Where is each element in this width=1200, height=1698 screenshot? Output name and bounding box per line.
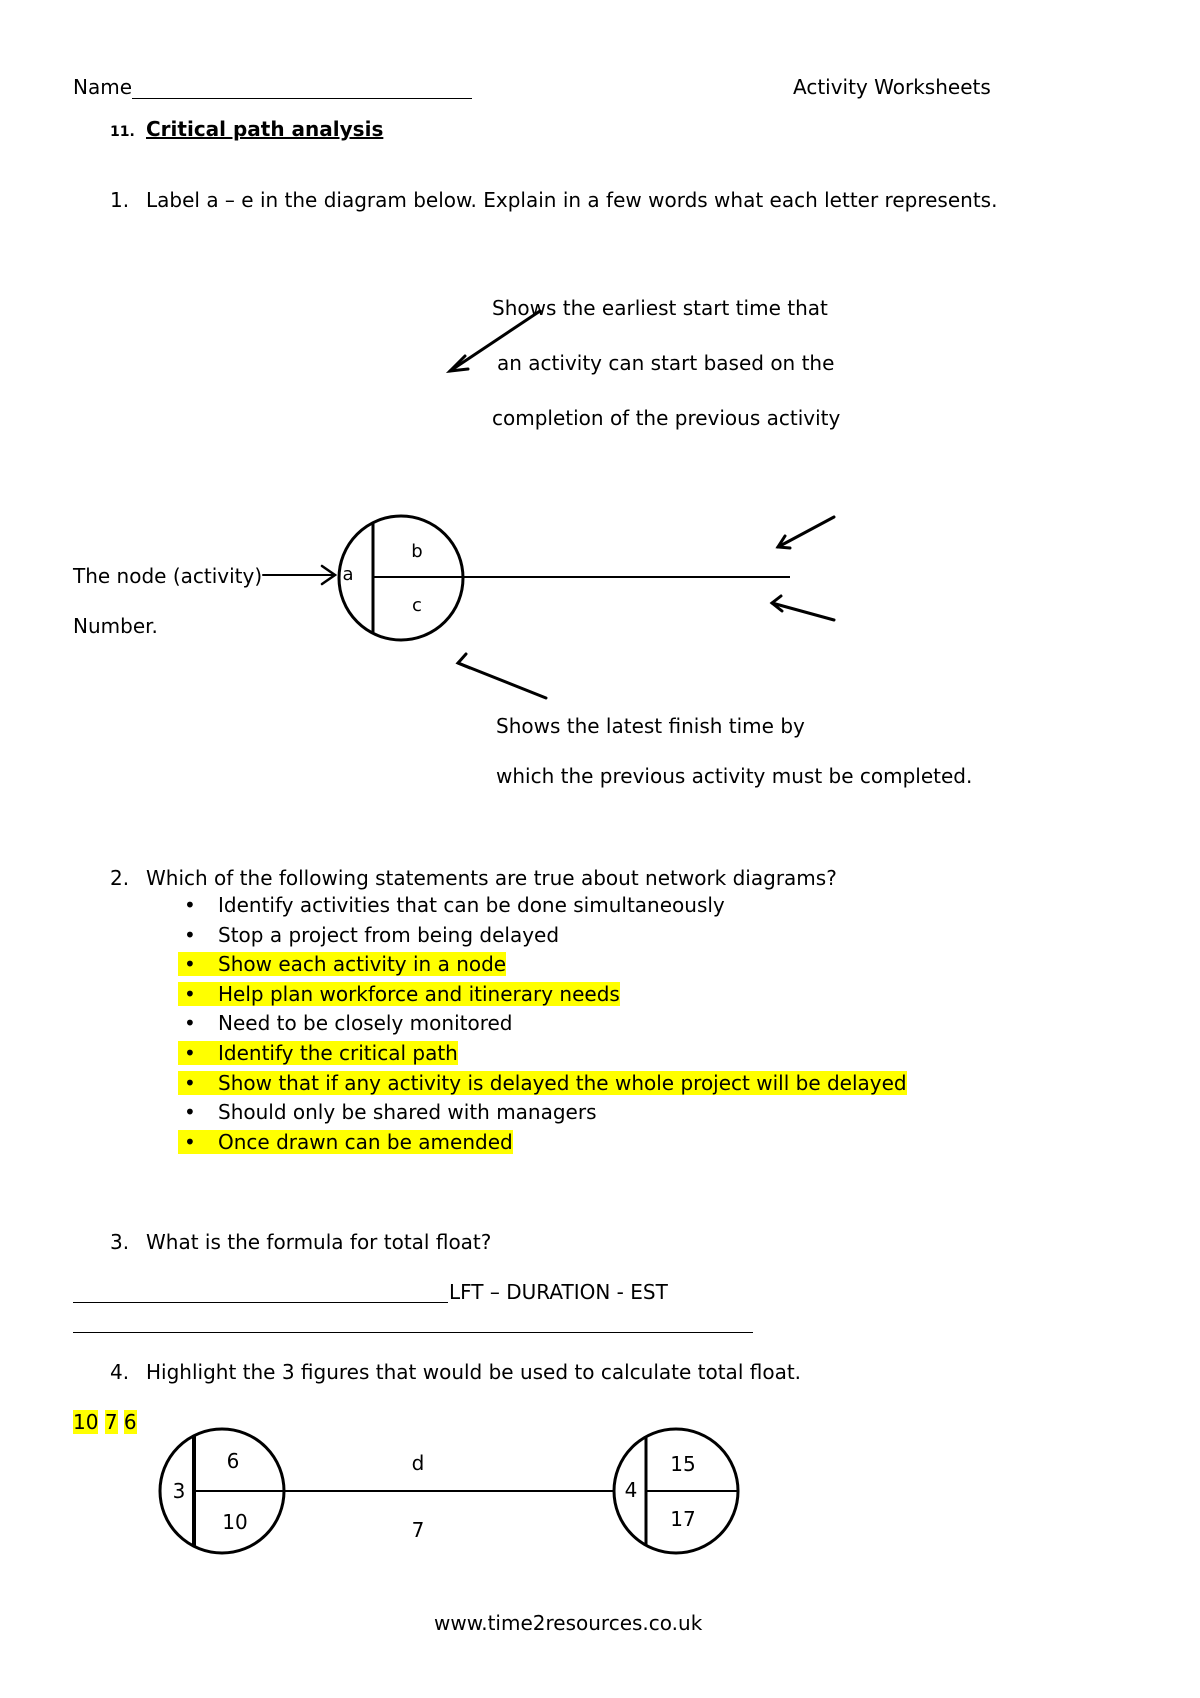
q3-number: 3. — [110, 1230, 130, 1254]
answer-figure-1: 10 — [73, 1410, 99, 1434]
q2-statement-item — [178, 1100, 907, 1130]
arrow-bottom-callout — [458, 654, 546, 698]
q2-statement-text: Help plan workforce and itinerary needs — [218, 981, 620, 1006]
q1-node-diagram — [339, 516, 790, 640]
callout-top-line-3: completion of the previous activity — [492, 406, 841, 430]
q2-statement-item — [178, 1071, 907, 1101]
q2-number: 2. — [110, 866, 130, 890]
q4-answer-figures — [73, 1410, 137, 1434]
q2-statement-wrap — [178, 1130, 513, 1154]
q2-statement-item — [178, 893, 907, 923]
q4-activity-duration: 7 — [411, 1518, 425, 1542]
q2-statement-item — [178, 1041, 907, 1071]
worksheet-title: Activity Worksheets — [793, 75, 991, 99]
arrow-right-lower — [772, 596, 834, 620]
q4-network-diagram — [160, 1429, 738, 1553]
q2-statement-wrap — [178, 1041, 458, 1065]
arrow-left-callout — [263, 566, 335, 584]
bullet-icon: • — [184, 1129, 196, 1154]
q2-statement-item — [178, 952, 907, 982]
q4-number: 4. — [110, 1360, 130, 1384]
q2-statement-wrap — [178, 1071, 907, 1095]
q2-statement-wrap — [178, 923, 559, 947]
bullet-icon: • — [184, 952, 196, 977]
q4-text: Highlight the 3 figures that would be used to calculate total float. — [146, 1360, 802, 1384]
section-number: 11. — [110, 124, 135, 140]
q1-text: Label a – e in the diagram below. Explain in a few words what each letter represents. — [146, 188, 998, 212]
bullet-icon: • — [184, 981, 196, 1006]
q2-statement-text: Need to be closely monitored — [218, 1011, 513, 1036]
name-label-text: Name — [73, 75, 133, 99]
node-label-b: b — [411, 541, 423, 562]
callout-bottom-line-1: Shows the latest finish time by — [496, 714, 805, 738]
q2-statement-text: Once drawn can be amended — [218, 1129, 513, 1154]
q4-node2-top: 15 — [670, 1452, 696, 1476]
bullet-icon: • — [184, 893, 196, 917]
q2-statement-text: Show that if any activity is delayed the whole project will be delayed — [218, 1070, 907, 1095]
q3-answer-line-2[interactable] — [73, 1332, 753, 1333]
footer-url[interactable]: www.time2resources.co.uk — [434, 1611, 703, 1635]
callout-left-line-1: The node (activity) — [73, 564, 263, 588]
q3-answer-line-1[interactable] — [73, 1302, 448, 1303]
callout-top-line-1: Shows the earliest start time that — [492, 296, 828, 320]
node-label-a: a — [342, 564, 354, 585]
q2-statement-wrap — [178, 893, 725, 917]
q4-node2-number: 4 — [624, 1478, 638, 1502]
section-heading: Critical path analysis — [146, 117, 384, 141]
q4-node2-bottom: 17 — [670, 1507, 696, 1531]
callout-left-line-2: Number. — [73, 614, 158, 638]
q2-statement-wrap — [178, 952, 506, 976]
q2-statement-item — [178, 982, 907, 1012]
bullet-icon: • — [184, 1070, 196, 1095]
q2-statement-text: Identify activities that can be done simultaneously — [218, 893, 725, 917]
q2-statement-text: Should only be shared with managers — [218, 1100, 597, 1125]
q1-arrows — [263, 311, 834, 698]
q2-statement-list — [178, 893, 907, 1159]
q2-statement-text: Show each activity in a node — [218, 952, 507, 977]
node-label-c: c — [412, 595, 422, 616]
q3-text: What is the formula for total float? — [146, 1230, 492, 1254]
callout-bottom-line-2: which the previous activity must be completed. — [496, 764, 973, 788]
q4-activity-label: d — [411, 1451, 425, 1475]
q4-node1-number: 3 — [172, 1479, 186, 1503]
q3-answer: LFT – DURATION - EST — [449, 1280, 668, 1304]
q2-statement-text: Identify the critical path — [218, 1040, 458, 1065]
q2-statement-wrap — [178, 1011, 513, 1035]
q2-text: Which of the following statements are true about network diagrams? — [146, 866, 837, 890]
bullet-icon: • — [184, 922, 196, 947]
arrow-right-upper — [778, 517, 834, 548]
q2-statement-item — [178, 1011, 907, 1041]
answer-figure-3: 6 — [123, 1410, 137, 1434]
q2-statement-item — [178, 923, 907, 953]
q1-number: 1. — [110, 188, 130, 212]
q4-node1-bottom: 10 — [222, 1510, 248, 1534]
bullet-icon: • — [184, 1040, 196, 1065]
q2-statement-item — [178, 1130, 907, 1160]
q2-statement-wrap — [178, 982, 620, 1006]
answer-figure-2: 7 — [104, 1410, 118, 1434]
bullet-icon: • — [184, 1011, 196, 1036]
q2-statement-wrap — [178, 1100, 597, 1124]
bullet-icon: • — [184, 1100, 196, 1125]
arrow-top-callout — [450, 311, 540, 371]
callout-top-line-2: an activity can start based on the — [497, 351, 835, 375]
q4-node1-top: 6 — [226, 1449, 240, 1473]
q2-statement-text: Stop a project from being delayed — [218, 922, 560, 947]
